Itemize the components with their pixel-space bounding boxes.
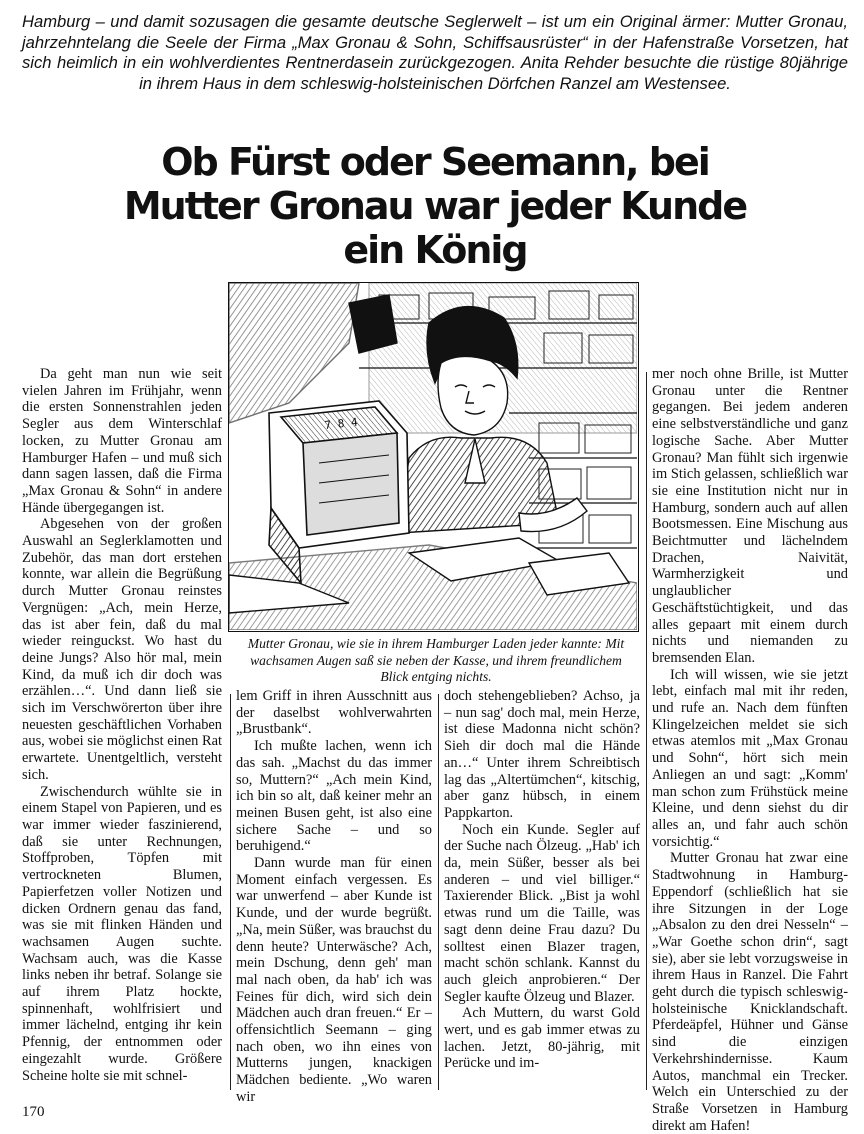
illustration xyxy=(228,282,639,632)
text-column-1 xyxy=(22,366,222,1084)
text-column-2 xyxy=(236,688,432,1106)
paragraph: doch stehengeblieben? Achso, ja – nun sag' doch mal, mein Herze, ist diese Madonna nicht schön? Sieh dir doch mal die Hände an…“ Unter ihrem Schreibtisch lag das „Altertümchen“, kitschig, aber ganz hübsch, in einem Pappkarton. xyxy=(444,688,640,821)
paragraph: Ich will wissen, wie sie jetzt lebt, einfach mal mit ihr reden, und rufe an. Nach dem fünften Klingelzeichen meldet sie sich etwas atemlos mit „Max Gronau und Sohn“, hört sich mein Anliegen an und sagt: „Komm' man schon zum Frühstück meine Kleine, und denn siehst du dir alles an, und fahr auch schön vorsichtig.“ xyxy=(652,666,848,850)
column-rule xyxy=(646,372,647,1090)
page-number: 170 xyxy=(22,1104,45,1120)
paragraph: Da geht man nun wie seit vielen Jahren im Frühjahr, wenn die ersten Sonnenstrahlen jeden Segler aus dem Winterschlaf locken, zu Mutter Gronau am Hamburger Hafen – und muß sich dann sagen lassen, daß die Firma „Max Gronau & Sohn“ in andere Hände übergegangen ist. xyxy=(22,366,222,516)
paragraph: Mutter Gronau hat zwar eine Stadtwohnung in Hamburg-Eppendorf (schließlich hat sie ihre Sitzungen in der Loge „Absalon zu den drei Nesseln“ – „War Goethe schon drin“, sagt sie), aber sie lebt vorzugsweise in ihrem Haus in Ranzel. Die Fahrt geht durch die typisch schleswig-holsteinische Knicklandschaft. Pferdeäpfel, Hühner und Gänse sind die einzigen Verkehrshindernisse. Kaum Autos, manchmal ein Trecker. Welch ein Unterschied zu der Straße Vorsetzen in Hamburg direkt am Hafen! xyxy=(652,850,848,1134)
paragraph: Ich mußte lachen, wenn ich das sah. „Machst du das immer so, Muttern?“ „Ach mein Kind, ich bin so alt, daß keiner mehr an meinen Busen geht, ist also eine sichere Sache – und so beruhigend.“ xyxy=(236,738,432,855)
paragraph: lem Griff in ihren Ausschnitt aus der daselbst wohlverwahrten „Brustbank“. xyxy=(236,688,432,738)
paragraph: mer noch ohne Brille, ist Mutter Gronau unter die Rentner gegangen. Bei jedem anderen eine selbstverständliche und ganz logische Sache. Aber Mutter Gronau? Man fühlt sich irgenwie im Stich gelassen, schließlich war sie eine Institution nicht nur in Hamburg, sondern auch auf allen Bootsmessen. Eine Mischung aus Beichtmutter und lächelndem Drachen, Naivität, Warmherzigkeit und unglaublicher Geschäftstüchtigkeit, und das alles gepaart mit einem durch nichts und niemanden zu bremsenden Elan. xyxy=(652,366,848,666)
shop-drawing xyxy=(229,283,637,630)
illustration-caption: Mutter Gronau, wie sie in ihrem Hamburger Laden jeder kannte: Mit wachsamen Augen saß sie neben der Kasse, und ihrem freundlichem Blick entging nichts. xyxy=(247,636,625,684)
column-rule xyxy=(230,694,231,1090)
text-column-3 xyxy=(444,688,640,1072)
paragraph: Abgesehen von der großen Auswahl an Seglerklamotten und Zubehör, das man dort erstehen konnte, war allein die Begrüßung durch Mutter Gronau reinstes Vergnügen: „Ach, mein Herze, das ist aber fein, daß du mal wieder reinguckst. Wo hast du deine Jungs? Also hör mal, mein Kind, da muß ich dir doch was erzählen…“. Und dann ließ sie sich im Verschwörerton über ihre neuesten geschäftlichen Vorhaben aus, wobei sie möglichst einen Rat erwartete. Unentgeltlich, versteht sich. xyxy=(22,516,222,783)
paragraph: Zwischendurch wühlte sie in einem Stapel von Papieren, und es war immer wieder faszinierend, daß sie unter Rechnungen, Stoffproben, Töpfen mit vertrockneten Blumen, Papierfetzen voller Notizen und dicken Ordnern genau das fand, was sie mit flinken Händen und wachsamen Augen suchte. Wachsam auch, was die Kasse links neben ihr betraf. Solange sie auf ihrem Platz hockte, spinnenhaft, wohlfrisiert und immer lächelnd, entging ihr kein Pfennig, der entnommen oder eingezahlt wurde. Größere Scheine holte sie mit schnel- xyxy=(22,783,222,1084)
article-headline: Ob Fürst oder Seemann, bei Mutter Gronau war jeder Kunde ein König xyxy=(123,140,747,272)
register-display: 7 8 4 xyxy=(323,415,359,432)
column-rule xyxy=(438,694,439,1090)
article-intro: Hamburg – und damit sozusagen die gesamte deutsche Seglerwelt – ist um ein Original ärmer: Mutter Gronau, jahrzehntelang die Seele der Firma „Max Gronau & Sohn, Schiffsausrüster“ in der Hafenstraße Vorsetzen, hat sich heimlich in ein wohlverdientes Rentnerdasein zurückgezogen. Anita Rehder besuchte die rüstige 80jährige in ihrem Haus in dem schleswig-holsteinischen Dörfchen Ranzel am Westensee. xyxy=(22,12,848,93)
paragraph: Noch ein Kunde. Segler auf der Suche nach Ölzeug. „Hab' ich da, mein Süßer, besser als bei anderen – und viel billiger.“ Taxierender Blick. „Bist ja wohl etwas rund um die Taille, was sagt denn deine Frau dazu? Du solltest einen Blazer tragen, macht schön schlank. Kannst du auch gleich anprobieren.“ Der Segler kaufte Ölzeug und Blazer. xyxy=(444,821,640,1005)
text-column-4 xyxy=(652,366,848,1134)
paragraph: Dann wurde man für einen Moment einfach vergessen. Es war unwerfend – aber Kunde ist Kunde, und der wurde begrüßt. „Na, mein Süßer, was brauchst du denn heute? Unterwäsche? Ach, mein Dschung, denn geh' man mal nach oben, da hab' ich was Feines für dich, wird sich dein Mädchen auch dran freuen.“ Er – offensichtlich Seemann – ging nach oben, wo ihn eines von Mutterns jungen, knackigen Mädchen bediente. „Wo waren wir xyxy=(236,855,432,1105)
paragraph: Ach Muttern, du warst Gold wert, und es gab immer etwas zu lachen. Jetzt, 80-jährig, mit Perücke und im- xyxy=(444,1005,640,1072)
